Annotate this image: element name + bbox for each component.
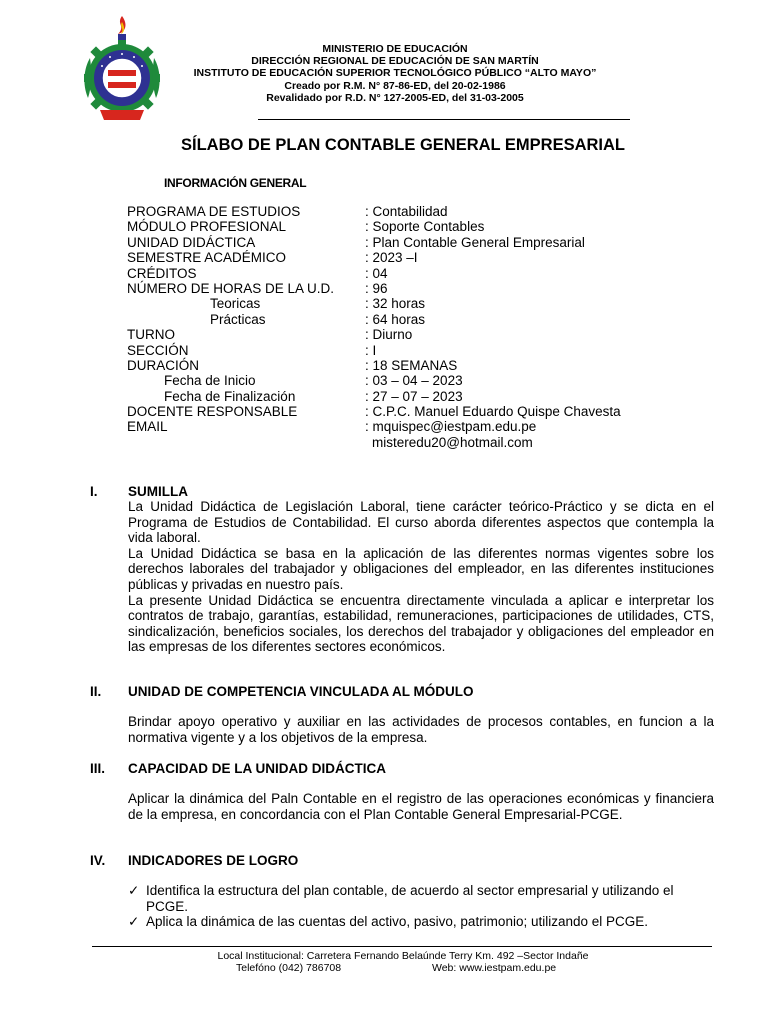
section-number: I. bbox=[90, 484, 98, 499]
info-row bbox=[127, 281, 687, 296]
general-info-table bbox=[127, 204, 687, 450]
info-value: : Contabilidad bbox=[365, 204, 448, 219]
section-number: III. bbox=[90, 761, 106, 776]
info-value: : 96 bbox=[365, 280, 388, 296]
info-value: : C.P.C. Manuel Eduardo Quispe Chavesta bbox=[365, 404, 621, 420]
info-row bbox=[127, 373, 687, 388]
info-key: Fecha de Inicio bbox=[164, 373, 256, 389]
info-row bbox=[127, 343, 687, 358]
section-title: SUMILLA bbox=[128, 484, 188, 499]
section-number: II. bbox=[90, 684, 102, 699]
info-key: CRÉDITOS bbox=[127, 265, 197, 281]
info-row bbox=[127, 250, 687, 265]
bullet-text: Aplica la dinámica de las cuentas del activo, pasivo, patrimonio; utilizando el PCGE. bbox=[146, 914, 649, 930]
info-row bbox=[127, 219, 687, 234]
indicator-list bbox=[128, 883, 714, 930]
info-key: DOCENTE RESPONSABLE bbox=[127, 404, 298, 420]
info-key: UNIDAD DIDÁCTICA bbox=[127, 234, 256, 250]
info-key: NÚMERO DE HORAS DE LA U.D. bbox=[127, 280, 335, 296]
info-row bbox=[127, 358, 687, 373]
list-item bbox=[128, 914, 714, 930]
header-created: Creado por R.M. N° 87-86-ED, del 20-02-1986 bbox=[284, 80, 506, 92]
paragraph: La Unidad Didáctica se basa en la aplicación de las diferentes normas vigentes sobre los derechos laborales del trabajador y obligaciones del empleador, en las diferentes instituciones públicas y privadas en nuestro país. bbox=[128, 545, 714, 592]
info-key: DURACIÓN bbox=[127, 357, 200, 373]
info-row bbox=[127, 204, 687, 219]
header-institute: INSTITUTO DE EDUCACIÓN SUPERIOR TECNOLÓGICO PÚBLICO “ALTO MAYO” bbox=[193, 67, 597, 79]
info-key: MÓDULO PROFESIONAL bbox=[127, 219, 287, 235]
list-item bbox=[128, 883, 714, 914]
email-secondary: misteredu20@hotmail.com bbox=[372, 434, 533, 450]
footer-web: Web: www.iestpam.edu.pe bbox=[432, 962, 557, 974]
info-row bbox=[127, 389, 687, 404]
info-row bbox=[127, 312, 687, 327]
info-value bbox=[365, 419, 536, 450]
info-key: PROGRAMA DE ESTUDIOS bbox=[127, 204, 301, 219]
info-key: EMAIL bbox=[127, 419, 168, 435]
info-value: : 27 – 07 – 2023 bbox=[365, 388, 463, 404]
info-key: SEMESTRE ACADÉMICO bbox=[127, 250, 287, 266]
document-title: SÍLABO DE PLAN CONTABLE GENERAL EMPRESARIAL bbox=[181, 136, 625, 154]
info-row bbox=[127, 404, 687, 419]
info-row bbox=[127, 327, 687, 342]
footer-phone: Telefóno (042) 786708 bbox=[236, 962, 342, 974]
info-key: Fecha de Finalización bbox=[164, 388, 296, 404]
checkmark-icon: ✓ bbox=[128, 883, 140, 898]
header-rule bbox=[258, 119, 630, 120]
info-row bbox=[127, 296, 687, 311]
paragraph: Brindar apoyo operativo y auxiliar en las actividades de procesos contables, en funcion a la normativa vigente y a los objetivos de la empresa. bbox=[128, 714, 714, 745]
paragraph: La presente Unidad Didáctica se encuentra directamente vinculada a aplicar e interpretar los contratos de trabajo, garantías, estabilidad, remuneraciones, participaciones de utilidades, CTS, sindicalización, beneficios sociales, los derechos del trabajador y obligaciones del empleador en las empresas de los diferentes sectores económicos. bbox=[128, 592, 714, 655]
info-value: : Soporte Contables bbox=[365, 219, 485, 235]
email-primary: : mquispec@iestpam.edu.pe bbox=[365, 419, 537, 435]
info-row bbox=[127, 419, 687, 450]
paragraph: Aplicar la dinámica del Paln Contable en el registro de las operaciones económicas y financiera de la empresa, en concordancia con el Plan Contable General Empresarial-PCGE. bbox=[128, 791, 714, 822]
info-value: : I bbox=[365, 342, 377, 358]
header-revalidated: Revalidado por R.D. N° 127-2005-ED, del 31-03-2005 bbox=[266, 92, 524, 104]
info-key: TURNO bbox=[127, 327, 175, 343]
info-key: SECCIÓN bbox=[127, 342, 189, 358]
info-value: : 64 horas bbox=[365, 311, 426, 327]
paragraph: La Unidad Didáctica de Legislación Laboral, tiene carácter teórico-Práctico y se dicta en el Programa de Estudios de Contabilidad. El curso aborda diferentes aspectos que contempla la vida laboral. bbox=[128, 499, 714, 546]
info-key: Prácticas bbox=[210, 311, 266, 327]
header-direction: DIRECCIÓN REGIONAL DE EDUCACIÓN DE SAN MARTÍN bbox=[251, 55, 539, 67]
bullet-text: Identifica la estructura del plan contable, de acuerdo al sector empresarial y utilizando el PCGE. bbox=[146, 883, 674, 914]
header-ministry: MINISTERIO DE EDUCACIÓN bbox=[322, 43, 468, 55]
info-value: : Diurno bbox=[365, 327, 413, 343]
checkmark-icon: ✓ bbox=[128, 914, 140, 930]
section-title: CAPACIDAD DE LA UNIDAD DIDÁCTICA bbox=[128, 761, 386, 776]
info-row bbox=[127, 235, 687, 250]
info-value: : 03 – 04 – 2023 bbox=[365, 373, 463, 389]
footer-address: Local Institucional: Carretera Fernando Belaúnde Terry Km. 492 –Sector Indañe bbox=[217, 950, 589, 962]
info-value: : 04 bbox=[365, 265, 388, 281]
section-number: IV. bbox=[90, 853, 106, 868]
section-title: INDICADORES DE LOGRO bbox=[128, 853, 299, 868]
info-key: Teoricas bbox=[210, 296, 261, 312]
info-value: : 32 horas bbox=[365, 296, 426, 312]
general-info-heading: INFORMACIÓN GENERAL bbox=[164, 176, 307, 190]
sumilla-text bbox=[128, 499, 714, 655]
info-value: : 18 SEMANAS bbox=[365, 357, 458, 373]
info-value: : Plan Contable General Empresarial bbox=[365, 234, 585, 250]
footer-rule bbox=[92, 946, 712, 947]
info-value: : 2023 –I bbox=[365, 250, 418, 266]
section-title: UNIDAD DE COMPETENCIA VINCULADA AL MÓDULO bbox=[128, 684, 474, 699]
info-row bbox=[127, 266, 687, 281]
